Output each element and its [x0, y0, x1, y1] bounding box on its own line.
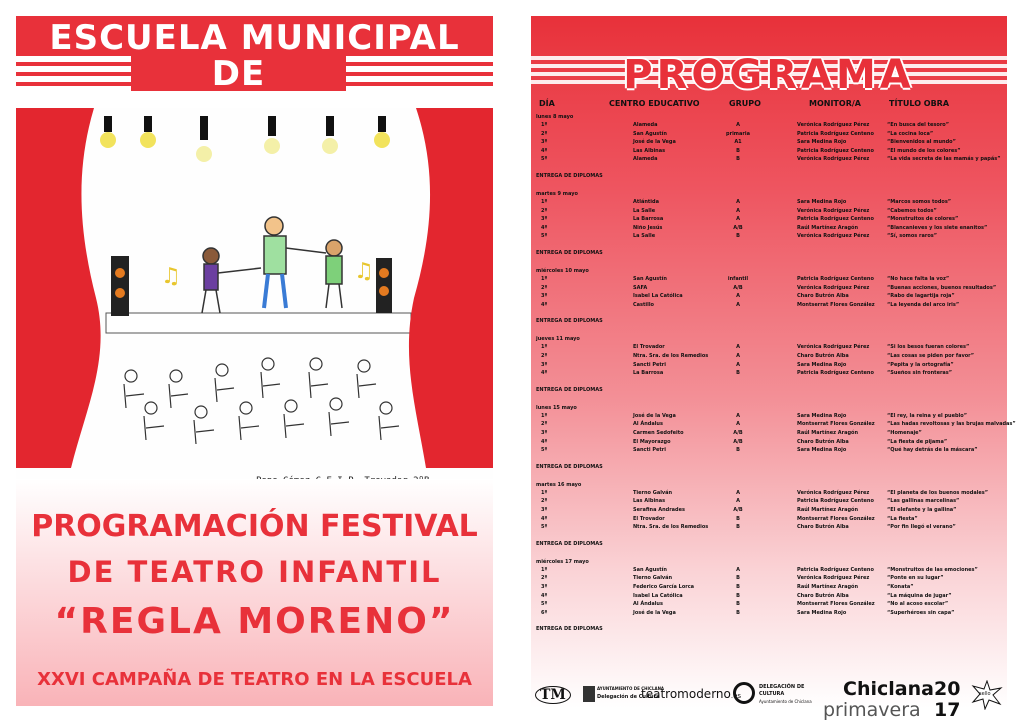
cell-centro: Alameda — [633, 122, 658, 128]
cell-titulo: “Superhéroes sin capa” — [887, 609, 955, 616]
header-stripe — [346, 62, 493, 66]
cell-grupo: B — [736, 609, 740, 616]
coat-of-arms-icon — [583, 686, 595, 702]
cell-centro: Las Albinas — [633, 498, 666, 505]
cell-monitor: Sara Medina Rojo — [797, 412, 847, 419]
cell-centro: Isabel La Católica — [633, 293, 683, 300]
header-dia: DÍA — [539, 99, 555, 108]
cell-centro: Las Albinas — [633, 147, 666, 154]
cell-day: 3º — [541, 584, 548, 590]
cell-centro: Al Ándalus — [633, 601, 663, 608]
cell-monitor: Verónica Rodríguez Pérez — [797, 284, 870, 291]
cell-titulo: “El elefante y la gallina” — [887, 507, 957, 513]
year-bottom: 17 — [934, 699, 961, 721]
cell-centro: Atlántida — [633, 199, 659, 205]
svg-text:♫: ♫ — [354, 259, 374, 284]
cell-monitor: Raúl Martínez Aragón — [797, 507, 859, 513]
deleg-line2: CULTURA — [759, 691, 785, 697]
cell-grupo: A/B — [733, 430, 743, 436]
audience — [124, 358, 399, 444]
cell-grupo: A/B — [733, 224, 743, 231]
cell-day: 2º — [541, 353, 548, 359]
deleg-line1: DELEGACIÓN DE — [759, 684, 805, 690]
cell-titulo: “La vida secreta de las mamás y papás” — [887, 156, 1001, 163]
right-curtain — [409, 108, 493, 468]
day-label: martes 9 mayo — [536, 191, 578, 197]
cell-monitor: Verónica Rodríguez Pérez — [797, 156, 870, 163]
cell-grupo: B — [736, 575, 740, 582]
diplomas-label: ENTREGA DE DIPLOMAS — [536, 173, 603, 179]
festival-block — [16, 479, 493, 706]
cell-day: 5º — [541, 524, 548, 531]
cell-grupo: A/B — [733, 438, 743, 445]
cell-monitor: Verónica Rodríguez Pérez — [797, 575, 870, 582]
cell-day: 1º — [541, 276, 548, 282]
ayto-line1: AYUNTAMIENTO DE CHICLANA — [597, 686, 665, 691]
cell-centro: Serafina Andrades — [633, 507, 686, 513]
stage-illustration — [16, 108, 493, 495]
cell-grupo: A — [736, 293, 740, 300]
cultura-icon — [730, 682, 755, 704]
header-centro: CENTRO EDUCATIVO — [609, 99, 700, 108]
cell-grupo: A — [736, 361, 740, 368]
header-stripe — [346, 72, 493, 76]
cell-titulo: “No al acoso escolar” — [887, 601, 949, 608]
cell-titulo: “Blancanieves y los siete enanitos” — [887, 224, 988, 231]
cell-grupo: A — [736, 353, 740, 359]
cell-titulo: “Rabo de lagartija roja” — [887, 293, 955, 300]
cell-grupo: A — [736, 216, 740, 223]
cell-monitor: Charo Butrón Alba — [797, 293, 849, 300]
cell-day: 6º — [541, 609, 548, 616]
cell-monitor: Patricia Rodríguez Centeno — [797, 566, 874, 573]
cell-centro: José de la Vega — [633, 609, 676, 616]
cell-monitor: Charo Butrón Alba — [797, 592, 849, 599]
day-label: lunes 8 mayo — [536, 114, 574, 120]
cell-centro: Isabel La Católica — [633, 592, 683, 599]
cell-monitor: Patricia Rodríguez Centeno — [797, 147, 874, 154]
cell-day: 4º — [541, 438, 548, 445]
cell-titulo: “Sí, somos raros” — [887, 233, 938, 240]
cell-monitor: Patricia Rodríguez Centeno — [797, 130, 874, 137]
day-label: jueves 11 mayo — [536, 336, 580, 343]
diplomas-label: ENTREGA DE DIPLOMAS — [536, 540, 603, 547]
cell-titulo: “Las cosas se piden por favor” — [887, 353, 975, 359]
poster-title-line2: DE — [211, 54, 266, 94]
cell-day: 2º — [541, 575, 548, 582]
cell-centro: El Trovador — [633, 515, 665, 522]
cell-centro: Sancti Petri — [633, 361, 666, 368]
cell-titulo: “En busca del tesoro” — [887, 122, 949, 128]
cell-day: 3º — [541, 216, 548, 223]
cell-day: 5º — [541, 447, 548, 454]
campaign-line: XXVI CAMPAÑA DE TEATRO EN LA ESCUELA — [37, 669, 472, 690]
cell-day: 5º — [541, 233, 548, 240]
ayto-line2: Delegación de Cultura — [597, 694, 660, 700]
cell-grupo: A — [736, 566, 740, 573]
cell-monitor: Sara Medina Rojo — [797, 139, 847, 146]
cell-day: 2º — [541, 130, 548, 137]
cell-monitor: Verónica Rodríguez Pérez — [797, 344, 870, 351]
cell-day: 4º — [541, 147, 548, 154]
cell-titulo: “Las gallinas marcelinas” — [887, 498, 960, 505]
deleg-line3: Ayuntamiento de Chiclana — [759, 699, 812, 704]
teatromoderno-text: teatromoderno — [641, 687, 731, 701]
festival-line1: PROGRAMACIÓN FESTIVAL — [31, 509, 478, 544]
cell-day: 2º — [541, 284, 548, 291]
cell-titulo: “Si los besos fueran colores” — [887, 344, 970, 351]
diplomas-label: ENTREGA DE DIPLOMAS — [536, 626, 603, 633]
cell-titulo: “No hace falta la voz” — [887, 276, 950, 282]
cell-monitor: Montserrat Flores González — [797, 421, 875, 428]
cell-titulo: “La máquina de jugar” — [887, 592, 952, 599]
svg-text:♫: ♫ — [161, 264, 181, 289]
cell-monitor: Charo Butrón Alba — [797, 353, 849, 359]
cell-day: 4º — [541, 301, 548, 308]
day-label: miércoles 17 mayo — [536, 558, 589, 565]
festival-line3: “REGLA MORENO” — [54, 601, 455, 642]
cell-monitor: Raúl Martínez Aragón — [797, 224, 859, 231]
cell-grupo: B — [736, 601, 740, 608]
cell-monitor: Verónica Rodríguez Pérez — [797, 122, 870, 128]
diplomas-label: ENTREGA DE DIPLOMAS — [536, 463, 603, 470]
cell-centro: Federico García Lorca — [633, 584, 695, 590]
cell-titulo: “Konata” — [887, 584, 914, 590]
header-grupo: GRUPO — [729, 99, 761, 108]
cell-monitor: Charo Butrón Alba — [797, 524, 849, 531]
cell-centro: San Agustín — [633, 276, 667, 282]
header-stripe — [16, 82, 131, 86]
cell-day: 1º — [541, 199, 548, 205]
cell-titulo: “La leyenda del arco iris” — [887, 301, 960, 308]
cell-titulo: “Monstruitos de las emociones” — [887, 566, 978, 573]
cell-grupo: B — [736, 233, 740, 240]
cell-centro: El Mayorazgo — [633, 438, 671, 445]
cell-grupo: B — [736, 447, 740, 454]
cell-centro: Carmen Sedofeito — [633, 430, 684, 436]
cell-centro: Ntra. Sra. de los Remedios — [633, 353, 709, 359]
cell-monitor: Sara Medina Rojo — [797, 609, 847, 616]
cell-monitor: Charo Butrón Alba — [797, 438, 849, 445]
cell-centro: Castillo — [633, 301, 654, 308]
cell-titulo: “Homenaje” — [887, 430, 922, 436]
cell-grupo: A — [736, 498, 740, 505]
cell-day: 3º — [541, 361, 548, 368]
program-panel — [531, 16, 1016, 721]
cell-monitor: Raúl Martínez Aragón — [797, 584, 859, 590]
cell-centro: El Trovador — [633, 344, 665, 351]
cell-grupo: B — [736, 524, 740, 531]
cell-monitor: Raúl Martínez Aragón — [797, 430, 859, 436]
header-stripe — [16, 62, 131, 66]
cell-centro: SAFA — [633, 284, 648, 291]
cell-centro: Ntra. Sra. de los Remedios — [633, 524, 709, 531]
header-titulo: TÍTULO OBRA — [889, 99, 950, 108]
performer — [202, 217, 342, 313]
cell-grupo: B — [736, 584, 740, 590]
cell-day: 3º — [541, 139, 548, 146]
cell-titulo: “La fiesta” — [887, 515, 918, 522]
cell-centro: Niño Jesús — [633, 224, 663, 231]
cell-grupo: A/B — [733, 507, 743, 513]
cell-day: 4º — [541, 224, 548, 231]
spotlight-row — [100, 116, 390, 162]
cell-titulo: “Pepita y la ortografía” — [887, 361, 954, 368]
day-label: lunes 15 mayo — [536, 404, 577, 411]
cell-monitor: Montserrat Flores González — [797, 515, 875, 522]
cell-grupo: B — [736, 370, 740, 377]
cell-centro: Sancti Petri — [633, 447, 666, 454]
speaker-left — [111, 256, 129, 316]
cell-centro: Al Ándalus — [633, 421, 663, 428]
cell-monitor: Sara Medina Rojo — [797, 199, 847, 205]
cell-grupo: A — [736, 489, 740, 496]
cell-centro: Tierno Galván — [633, 575, 673, 582]
cell-monitor: Montserrat Flores González — [797, 601, 875, 608]
cell-monitor: Verónica Rodríguez Pérez — [797, 207, 870, 214]
cell-centro: San Agustín — [633, 566, 667, 573]
star-seal-icon — [971, 680, 1003, 710]
cell-titulo: “La fiesta de pijama” — [887, 438, 948, 445]
header-stripe — [346, 82, 493, 86]
cell-grupo: A — [736, 412, 740, 419]
poster-title-line1: ESCUELA MUNICIPAL — [49, 18, 460, 58]
diplomas-label: ENTREGA DE DIPLOMAS — [536, 318, 603, 325]
cell-day: 5º — [541, 601, 548, 608]
cell-titulo: “El planeta de los buenos modales” — [887, 489, 989, 496]
cell-centro: Tierno Galván — [633, 489, 673, 496]
cell-monitor: Patricia Rodríguez Centeno — [797, 276, 874, 282]
primavera-label: primavera — [823, 699, 921, 721]
cell-day: 2º — [541, 207, 548, 214]
cell-day: 4º — [541, 515, 548, 522]
cell-monitor: Sara Medina Rojo — [797, 361, 847, 368]
poster-panel — [16, 16, 493, 706]
tm-logo: TM — [535, 686, 571, 704]
cell-monitor: Patricia Rodríguez Centeno — [797, 370, 874, 377]
chiclana-label: Chiclana — [843, 678, 934, 700]
cell-titulo: “Cabemos todos” — [887, 207, 937, 214]
cell-day: 4º — [541, 592, 548, 599]
cell-grupo: A — [736, 301, 740, 308]
left-curtain — [16, 108, 101, 468]
cell-monitor: Patricia Rodríguez Centeno — [797, 498, 874, 505]
cell-day: 1º — [541, 122, 548, 128]
cell-centro: José de la Vega — [633, 139, 676, 146]
cell-monitor: Patricia Rodríguez Centeno — [797, 216, 874, 223]
cell-grupo: A — [736, 122, 740, 128]
cell-titulo: “El mundo de los colores” — [887, 147, 961, 154]
cell-titulo: “Monstruitos de colores” — [887, 216, 959, 223]
cell-day: 2º — [541, 421, 548, 428]
cell-titulo: “Las hadas revoltosas y las brujas malvadas” — [887, 421, 1016, 428]
festival-line2: DE TEATRO INFANTIL — [67, 555, 442, 589]
cell-grupo: primaria — [726, 130, 750, 137]
cell-day: 4º — [541, 370, 548, 377]
diplomas-label: ENTREGA DE DIPLOMAS — [536, 250, 603, 256]
diplomas-label: ENTREGA DE DIPLOMAS — [536, 386, 603, 393]
cell-centro: La Barrosa — [633, 370, 664, 377]
cell-monitor: Sara Medina Rojo — [797, 447, 847, 454]
cell-grupo: A — [736, 421, 740, 428]
header-monitor: MONITOR/A — [809, 99, 861, 108]
cell-day: 1º — [541, 344, 548, 351]
cell-titulo: “Ponte en su lugar” — [887, 575, 944, 582]
program-title: PROGRAMA — [623, 52, 915, 98]
cell-centro: José de la Vega — [633, 412, 676, 419]
header-stripe — [16, 72, 131, 76]
cell-day: 3º — [541, 293, 548, 300]
cell-grupo: A — [736, 207, 740, 214]
cell-day: 1º — [541, 412, 548, 419]
cell-grupo: A — [736, 344, 740, 351]
cell-titulo: “La cocina loca” — [887, 130, 934, 137]
cell-day: 1º — [541, 566, 548, 573]
cell-grupo: infantil — [727, 276, 749, 282]
cell-grupo: B — [736, 592, 740, 599]
cell-titulo: “El rey, la reina y el pueblo” — [887, 412, 967, 419]
cell-monitor: Verónica Rodríguez Pérez — [797, 489, 870, 496]
cell-monitor: Montserrat Flores González — [797, 301, 875, 308]
speaker-right — [376, 258, 392, 313]
teatromoderno-logo — [641, 687, 741, 701]
cell-day: 3º — [541, 507, 548, 513]
cell-grupo: B — [736, 147, 740, 154]
cell-titulo: “Por fin llegó el verano” — [887, 524, 956, 531]
day-label: martes 16 mayo — [536, 481, 582, 488]
cell-titulo: “Marcos somos todos” — [887, 199, 952, 205]
cell-grupo: B — [736, 515, 740, 522]
cell-titulo: “Qué hay detrás de la máscara” — [887, 447, 978, 454]
cell-day: 3º — [541, 430, 548, 436]
cell-day: 1º — [541, 489, 548, 496]
cell-grupo: A1 — [734, 139, 742, 146]
teatromoderno-suffix: .es — [730, 692, 742, 700]
day-label: miércoles 10 mayo — [536, 268, 589, 274]
cell-grupo: B — [736, 156, 740, 163]
cell-centro: La Salle — [633, 233, 656, 240]
cell-titulo: “Buenas acciones, buenos resultados” — [887, 284, 997, 291]
cell-centro: San Agustín — [633, 130, 667, 137]
cell-day: 2º — [541, 498, 548, 505]
cell-centro: Alameda — [633, 156, 658, 163]
cell-titulo: “Sueños sin fronteras” — [887, 370, 953, 377]
cell-monitor: Verónica Rodríguez Pérez — [797, 233, 870, 240]
child-drawing — [16, 108, 493, 495]
cell-titulo: “Bienvenidos al mundo” — [887, 139, 956, 146]
seal-text: sello — [979, 691, 991, 697]
cell-centro: La Salle — [633, 207, 656, 214]
year-top: 20 — [934, 678, 961, 700]
cell-centro: La Barrosa — [633, 216, 664, 223]
cell-day: 5º — [541, 156, 548, 163]
cell-grupo: A/B — [733, 284, 743, 291]
cell-grupo: A — [736, 199, 740, 205]
